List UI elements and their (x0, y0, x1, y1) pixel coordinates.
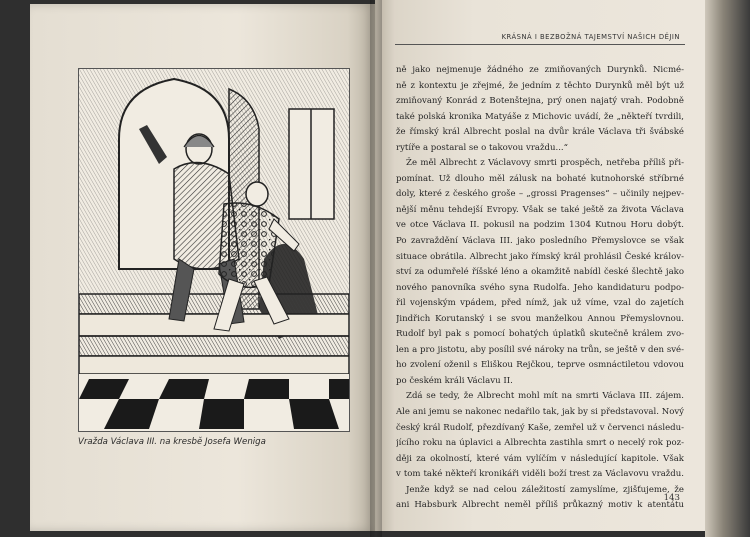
text-line: len a pro jistotu, aby posílil své nároky na trůn, se ještě v den své- (396, 344, 684, 355)
text-line: ně z kontextu je zřejmé, že jedním z těchto Durynků měl být už (396, 80, 684, 91)
text-line: zmiňovaný Konrád z Botenštejna, prý onen najatý vrah. Podobně (396, 96, 684, 107)
page-edge (705, 0, 750, 537)
text-line: řil vojenským vpádem, před nímž, jak už víme, vzal do zajetích (396, 298, 684, 309)
text-line: ně jako nejmenuje žádného ze zmiňovaných Durynků. Nicmé- (396, 65, 684, 75)
text-line: nější měnu tehdejší Evropy. Však se také ještě za života Václava (396, 204, 684, 215)
text-line: Rudolf byl pak s pomocí bohatých úplatků skutečně králem zvo- (396, 329, 684, 340)
text-line: situace obrátila. Albrecht jako římský král prohlásil České králov- (396, 251, 684, 262)
text-line: ho zvolení oženil s Eliškou Rejčkou, teprve osmnáctiletou vdovou (396, 360, 684, 371)
text-line: ději za okolností, které vám vylíčím v následující kapitole. Však (396, 453, 684, 464)
illustration-drawing (79, 69, 349, 431)
body-text (396, 63, 684, 514)
text-line: že římský král Albrecht poslal na dvůr krále Václava tři švábské (396, 127, 684, 138)
text-line: český král Rudolf, přezdívaný Kaše, zemřel už v červenci následu- (396, 422, 684, 433)
illustration-murder-of-wenceslas (78, 68, 350, 432)
book-gutter (370, 0, 382, 537)
text-line: jícího roku na úplavici a Albrechta zastihla smrt o necelý rok poz- (396, 438, 684, 449)
text-line: ství za odumřelé říšské léno a okamžitě nabídl české šlechtě jako (396, 267, 684, 278)
text-line: Že měl Albrecht z Václavovy smrti prospěch, netřeba příliš při- (406, 158, 684, 169)
text-line: Po zavraždění Václava III. jako posledního Přemyslovce se však (396, 236, 684, 247)
page-number: 143 (663, 493, 680, 503)
text-line: Jindřich Korutanský i se svou manželkou Annou Přemyslovnou. (396, 313, 684, 324)
checkered-floor (79, 374, 349, 431)
text-line: pomínat. Už dlouho měl zálusk na bohaté kutnohorské stříbrné (396, 173, 684, 184)
text-line: také polská kronika Matyáše z Michovic uvádí, že „někteří tvrdili, (396, 111, 684, 122)
text-line: Ale ani jemu se nakonec nedařilo tak, jak by si představoval. Nový (396, 407, 684, 418)
text-line: ve otce Václava II. pokusil na podzim 1304 Kutnou Horu dobýt. (396, 220, 684, 231)
stairs (79, 294, 349, 374)
text-line: po českém králi Václavu II. (396, 375, 513, 386)
text-line: rytíře a postaral se o takovou vraždu...“ (396, 142, 569, 153)
illustration-caption: Vražda Václava III. na kresbě Josefa Weniga (78, 437, 266, 447)
text-line: nového panovníka svého syna Rudolfa. Jeho kandidaturu podpo- (396, 282, 684, 293)
text-line: doly, které z českého groše – „grossi Pragenses“ – učinily nejpev- (396, 189, 684, 200)
text-line: Zdá se tedy, že Albrecht mohl mít na smrti Václava III. zájem. (406, 391, 684, 402)
text-line: Jenže když se nad celou záležitostí zamyslíme, zjišťujeme, že (406, 484, 684, 495)
text-line: ani Habsburk Albrecht neměl příliš průkazný motiv k atentátu (396, 500, 684, 511)
text-line: v tom také někteří kronikáři viděli boží trest za Václavovu vraždu. (396, 469, 684, 480)
header-rule (395, 44, 685, 45)
running-head: KRÁSNÁ I BEZBOŽNÁ TAJEMSTVÍ NAŠICH DĚJIN (501, 33, 680, 41)
